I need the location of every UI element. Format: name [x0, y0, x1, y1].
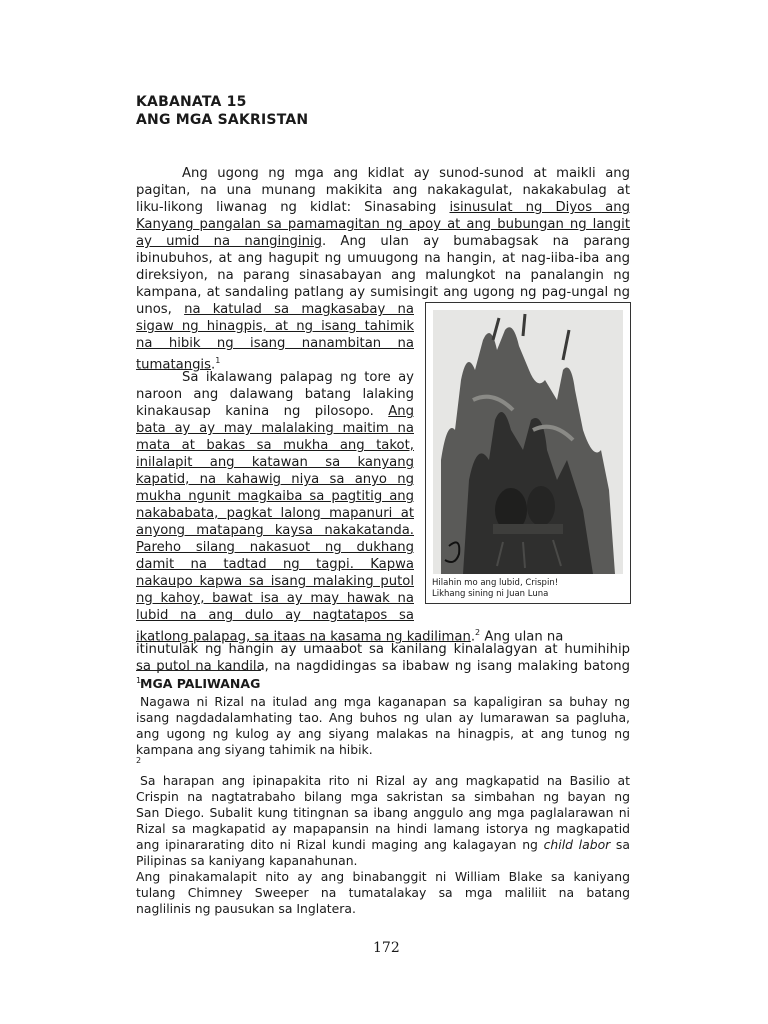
body-line: anyong matapang kaysa nakakatanda. — [136, 523, 414, 538]
figure-box — [425, 302, 631, 604]
note-line: San Diego. Subalit kung titingnan sa ibang anggulo ang mga paglalarawan ni — [136, 805, 630, 820]
body-line: tumatangis.$^1$ — [136, 356, 221, 373]
note-line: Sa harapan ang ipinapakita rito ni Rizal ay ang magkapatid na Basilio at — [140, 773, 630, 788]
note-line: Pilipinas sa kaniyang kapanahunan. — [136, 853, 358, 868]
body-line: nakababata, pagkat lalong mapanuri at — [136, 506, 414, 521]
footnote-rule — [136, 670, 261, 671]
note-line: ang ugong ng kulog ay ang siyang malakas na hinagpis, at ang tunog ng — [136, 726, 630, 741]
body-line: ikatlong palapag, sa itaas na kasama ng kadiliman.$^2$ Ang ulan na — [136, 628, 564, 645]
body-line: Kanyang pangalan sa pamamagitan ng apoy at ang bubungan ng langit — [136, 217, 630, 232]
body-line: sa putol na kandila, na nagdidingas sa ibabaw ng isang malaking batong — [136, 659, 630, 674]
footnote-ref: 2 — [475, 628, 481, 637]
page-number: 172 — [373, 940, 400, 956]
chapter-number: KABANATA 15 — [136, 94, 247, 110]
note-line: Crispin na nagtatrabaho bilang mga sakristan sa simbahan ng bayan ng — [136, 789, 630, 804]
body-line: damit na tadtad ng tagpi. Kapwa — [136, 557, 414, 572]
note-line: ang ipinararating dito ni Rizal kundi maging ang kalagayan ng child labor sa — [136, 837, 630, 852]
body-line: kinakausap kanina ng pilosopo. Ang — [136, 404, 414, 419]
body-line: mukha ngunit magkaiba sa pagtitig ang — [136, 489, 414, 504]
body-line: pagitan, na una munang makikita ang nakakagulat, nakakabulag at — [136, 183, 630, 198]
body-line: unos, na katulad sa magkasabay na — [136, 302, 414, 317]
body-line: ng kahoy, bawat isa ay may hawak na — [136, 591, 414, 606]
note-line: kampana ang siyang tahimik na hibik. — [136, 742, 373, 757]
body-line: naroon ang dalawang batang lalaking — [136, 387, 414, 402]
body-line: kampana, at sandaling patlang ay sumisingit ang ugong ng pag-ungal ng — [136, 285, 630, 300]
body-line: liku-likong liwanag ng kidlat: Sinasabing isinusulat ng Diyos ang — [136, 200, 630, 215]
notes-heading: MGA PALIWANAG — [140, 676, 261, 691]
chapter-title: ANG MGA SAKRISTAN — [136, 112, 309, 128]
note-line: isang nagdadalamhating tao. Ang buhos ng ulan ay lumarawan sa pagluha, — [136, 710, 630, 725]
body-line: mata at bakas sa mukha ang takot, — [136, 438, 414, 453]
note-line: naglilinis ng pausukan sa Inglatera. — [136, 901, 356, 916]
body-line: nakaupo kapwa sa isang malaking putol — [136, 574, 414, 589]
body-line: bata ay ay may malalaking maitim na — [136, 421, 414, 436]
note-line: Nagawa ni Rizal na itulad ang mga kaganapan sa kapaligiran sa buhay ng — [140, 694, 630, 709]
body-line: direksiyon, na parang sinasabayan ang malungkot na panalangin ng — [136, 268, 630, 283]
note-line: Ang pinakamalapit nito ay ang binabanggit ni William Blake sa kaniyang — [136, 869, 630, 884]
body-line: Ang ugong ng mga ang kidlat ay sunod-sunod at maikli ang — [182, 166, 630, 181]
body-line: lubid na ang dulo ay nagtatapos sa — [136, 608, 414, 623]
body-line: sigaw ng hinagpis, at ng isang tahimik — [136, 319, 414, 334]
body-line: kapatid, na kahawig niya sa anyo ng — [136, 472, 414, 487]
note-line: tulang Chimney Sweeper na tumatalakay sa mga maliliit na batang — [136, 885, 630, 900]
footnote-marker: 1 — [136, 676, 142, 685]
body-line: Sa ikalawang palapag ng tore ay — [182, 370, 414, 385]
body-line: na hibik ng isang nanambitan na — [136, 336, 414, 351]
footnote-marker: 2 — [136, 756, 142, 765]
body-line: Pareho silang nakasuot ng dukhang — [136, 540, 414, 555]
body-line: ay umid na nanginginig. Ang ulan ay bumabagsak na parang — [136, 234, 630, 249]
footnote-ref: 1 — [215, 356, 221, 365]
figure-caption: Hilahin mo ang lubid, Crispin! Likhang sining ni Juan Luna — [432, 578, 559, 599]
body-line: ibinubuhos, at ang hagupit ng umuugong na hangin, at nag-iiba-iba ang — [136, 251, 630, 266]
body-line: itinutulak ng hangin ay umaabot sa kanilang kinalalagyan at humihihip — [136, 642, 630, 657]
note-line: Rizal sa magkapatid ay mapapansin na hindi lamang istorya ng magkapatid — [136, 821, 630, 836]
body-line: inilalapit ang katawan sa kanyang — [136, 455, 414, 470]
juan-luna-painting — [433, 310, 623, 574]
